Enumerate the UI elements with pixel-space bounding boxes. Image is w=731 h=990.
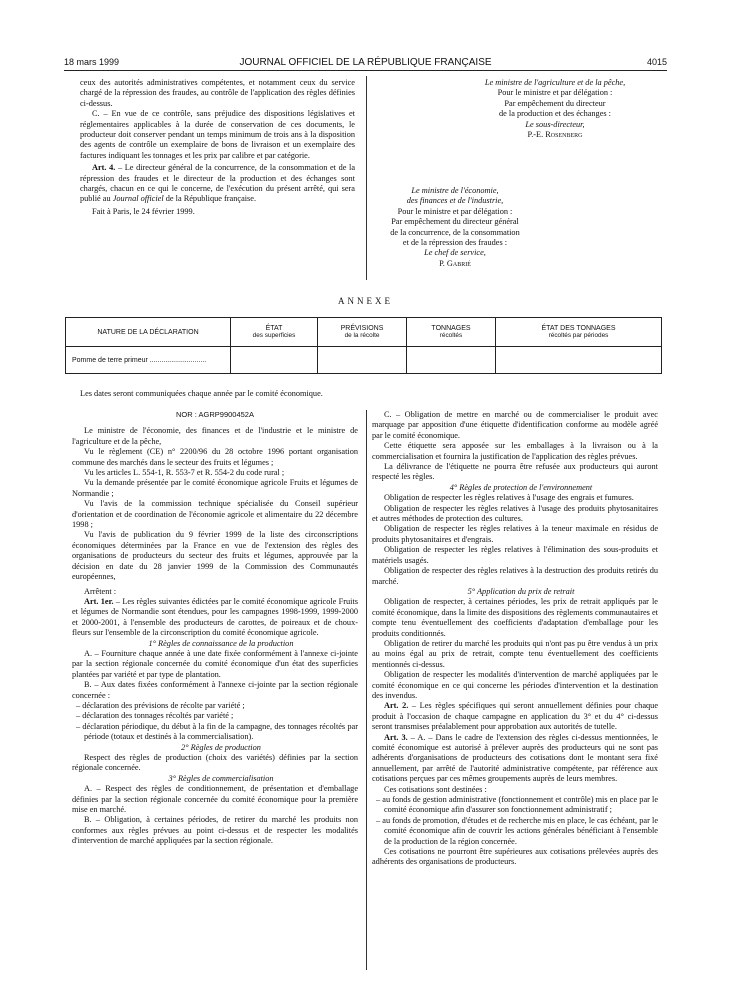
article-label: Art. 3. bbox=[384, 732, 408, 742]
signature-line: Par empêchement du directeur général bbox=[391, 217, 519, 227]
signature-line: et de la répression des fraudes : bbox=[402, 238, 508, 248]
signature-block-1 bbox=[420, 78, 690, 140]
paragraph: Obligation de respecter les règles relatives à l'usage des engrais et fumures. bbox=[384, 493, 634, 503]
signature-line: de la production et des échanges : bbox=[499, 109, 611, 119]
column-divider bbox=[366, 410, 367, 970]
paragraph: Obligation de respecter des règles relatives à la destruction des produits retirés du marché. bbox=[372, 566, 658, 586]
list-item: – déclaration des prévisions de récolte par variété ; bbox=[76, 700, 245, 710]
paragraph: Respect des règles de production (choix des variétés) définies par la section régionale concernée. bbox=[72, 753, 358, 773]
paragraph: ceux des autorités administratives compétentes, et notamment ceux du service chargé de la répression des fraudes, au contrôle de l'application des règles définies ci-dessus. bbox=[80, 78, 355, 108]
paragraph: Ces cotisations ne pourront être supérieures aux cotisations prélevées auprès des adhérents des organisations de producteurs. bbox=[372, 847, 658, 867]
paragraph: Obligation de respecter les règles relatives à l'élimination des sous-produits et matériels usagés. bbox=[372, 545, 658, 565]
declaration-list bbox=[72, 701, 358, 743]
article-label: Art. 1er. bbox=[84, 596, 114, 606]
section-heading: 5° Application du prix de retrait bbox=[467, 586, 575, 596]
list-item: – déclaration périodique, du début à la fin de la campagne, des tonnages récoltés par période (totaux et destinés à la commercialisation). bbox=[76, 721, 358, 742]
annexe-title: ANNEXE bbox=[338, 296, 393, 306]
table-cell: Pomme de terre primeur ............................. bbox=[66, 347, 231, 374]
signature-line: Par empêchement du directeur bbox=[504, 98, 606, 108]
signatory-title: Le ministre de l'économie, bbox=[411, 186, 499, 195]
table-cell bbox=[231, 347, 318, 374]
article-label: Art. 2. bbox=[384, 701, 409, 711]
section-heading: 4° Règles de protection de l'environnement bbox=[449, 482, 593, 492]
paragraph: Obligation de respecter, à certaines périodes, les prix de retrait appliqués par le comité économique, dans la limite des dispositions des règlements communautaires et compte tenu éventuellement des coefficients d'adaptation d'emballage pour les produits conditionnés. bbox=[372, 597, 658, 638]
article-2 bbox=[372, 701, 658, 732]
paragraph: B. – Aux dates fixées conformément à l'annexe ci-jointe par la section régionale concernée : bbox=[72, 680, 358, 700]
column-header: PRÉVISIONS de la récolte bbox=[318, 318, 407, 347]
journal-title: JOURNAL OFFICIEL DE LA RÉPUBLIQUE FRANÇAISE bbox=[239, 57, 492, 68]
paragraph: A. – Fourniture chaque année à une date fixée conformément à l'annexe ci-jointe par la section régionale concernée du comité économique d'un état des superficies plantées par variété et par type de plantation. bbox=[72, 648, 358, 679]
paragraph: C. – Obligation de mettre en marché ou de commercialiser le produit avec marquage par apposition d'une étiquette d'identification conforme au modèle agréé par le comité économique. bbox=[372, 410, 658, 440]
signatory-title: Le ministre de l'agriculture et de la pêche, bbox=[484, 78, 626, 87]
list-item: – au fonds de gestion administrative (fonctionnement et contrôle) mis en place par le comité économique afin d'assurer son fonctionnement administratif ; bbox=[376, 795, 658, 815]
signature-line: Le sous-directeur, bbox=[525, 119, 585, 129]
signature-line: Pour le ministre et par délégation : bbox=[497, 88, 613, 98]
article-label: Art. 4. bbox=[92, 163, 116, 173]
signatory-title: des finances et de l'industrie, bbox=[406, 196, 504, 206]
paragraph: B. – Obligation, à certaines périodes, de retirer du marché les produits non conformes aux règles prévues au point ci-dessus et de respecter les modalités d'intervention de marché appliquées par la section régionale. bbox=[72, 815, 358, 846]
article-3 bbox=[372, 733, 658, 785]
article-text: – A. – Dans le cadre de l'extension des règles ci-dessus mentionnées, le comité économique est autorisé à prélever auprès des producteurs qui ne sont pas adhérents d'organisations de producteurs des cotisations dont le montant sera fixé annuellement, par arrêté de l'autorité administrative compétente, par référence aux cotisations perçues par ces mêmes groupements auprès de leurs membres. bbox=[372, 732, 658, 784]
page-number: 4015 bbox=[646, 57, 667, 67]
section-heading: 2° Règles de production bbox=[181, 742, 261, 752]
bottom-right-column bbox=[372, 410, 658, 868]
signature-block-2 bbox=[370, 186, 540, 269]
page-header bbox=[64, 57, 667, 71]
article-text: – Les règles spécifiques qui seront annuellement définies pour chaque produit à l'occasion de chaque campagne en application du 3° et du 4° ci-dessus seront transmises préalablement pour approbation aux autorités de tutelle. bbox=[372, 701, 658, 732]
paragraph: Vu l'avis de la commission technique spécialisée du Conseil supérieur d'orientation et de coordination de l'économie agricole et alimentaire du 22 décembre 1998 ; bbox=[72, 499, 358, 530]
paragraph: Vu la demande présentée par le comité économique agricole Fruits et légumes de Normandie ; bbox=[72, 478, 358, 498]
article-text: – Les règles suivantes édictées par le comité économique agricole Fruits et légumes de Normandie sont étendues, pour les campagnes 1998-1999, 1999-2000 et 2000-2001, à l'ensemble des producteurs de carottes, de poireaux et de choux-fleurs sur l'ensemble de la circonscription du comité économique agricole. bbox=[72, 596, 358, 638]
signature-line: de la concurrence, de la consommation bbox=[390, 227, 520, 237]
cotisation-list bbox=[372, 795, 658, 847]
table-cell bbox=[318, 347, 407, 374]
signatory-name: P. Gabrié bbox=[439, 258, 471, 268]
section-heading: 1° Règles de connaissance de la production bbox=[148, 638, 294, 648]
bottom-left-column bbox=[72, 410, 358, 847]
signature-line: Pour le ministre et par délégation : bbox=[397, 206, 513, 216]
table-cell bbox=[496, 347, 662, 374]
paragraph: Obligation de respecter les modalités d'intervention de marché appliquées par le comité économique en ce qui concerne les périodes d'intervention et la destination des invendus. bbox=[372, 670, 658, 700]
annexe-note: Les dates seront communiquées chaque année par le comité économique. bbox=[80, 389, 323, 398]
table-header-row bbox=[66, 318, 662, 347]
journal-name: Journal officiel bbox=[112, 194, 164, 204]
table-row bbox=[66, 347, 662, 374]
top-left-column bbox=[80, 78, 355, 217]
paragraph: La délivrance de l'étiquette ne pourra être refusée aux producteurs qui auront respecté les règles. bbox=[372, 462, 658, 482]
signature-line: Le chef de service, bbox=[424, 248, 486, 258]
paragraph: C. – En vue de ce contrôle, sans préjudice des dispositions législatives et réglementaires applicables à la durée de conservation de ces documents, le producteur doit conserver pendant un temps minimum de trois ans à la disposition des agents de contrôle un exemplaire de bons de livraison et un exemplaire des factures indiquant les tonnages et les prix par calibre et par catégorie. bbox=[80, 109, 355, 160]
paragraph: Obligation de respecter les règles relatives à la teneur maximale en résidus de produits phytosanitaires et d'engrais. bbox=[372, 524, 658, 544]
column-header: NATURE DE LA DÉCLARATION bbox=[66, 318, 231, 347]
article-text: – Le directeur général de la concurrence, de la consommation et de la répression des fraudes et le directeur de la production et des échanges sont chargés, chacun en ce qui le concerne, de l'exécution du présent arrêté, qui sera publié au bbox=[80, 163, 355, 204]
fait-line: Fait à Paris, le 24 février 1999. bbox=[92, 206, 195, 216]
paragraph: Vu les articles L. 554-1, R. 553-7 et R. 554-2 du code rural ; bbox=[84, 468, 285, 478]
column-header: TONNAGES récoltés bbox=[407, 318, 496, 347]
paragraph: Vu le règlement (CE) n° 2200/96 du 28 octobre 1996 portant organisation commune des marchés dans le secteur des fruits et légumes ; bbox=[72, 447, 358, 467]
header-rule bbox=[64, 70, 667, 71]
column-header: ÉTAT DES TONNAGES récoltés par périodes bbox=[496, 318, 662, 347]
article-1 bbox=[72, 597, 358, 639]
paragraph: Ces cotisations sont destinées : bbox=[384, 784, 487, 794]
table-cell bbox=[407, 347, 496, 374]
column-divider bbox=[366, 76, 367, 280]
article-4 bbox=[80, 163, 355, 205]
paragraph: A. – Respect des règles de conditionnement, de présentation et d'emballage définies par la section régionale concernée du comité économique pour la première mise en marché. bbox=[72, 784, 358, 815]
signatory-name: P.-E. Rosenberg bbox=[527, 130, 583, 140]
nor-reference: NOR : AGRP9900452A bbox=[176, 410, 254, 419]
list-item: – déclaration des tonnages récoltés par variété ; bbox=[76, 711, 234, 721]
annexe-table bbox=[65, 317, 662, 374]
paragraph: Obligation de retirer du marché les produits qui n'ont pas pu être vendus à un prix au moins égal au prix de retrait, compte tenu éventuellement des coefficients mentionnés ci-dessus. bbox=[372, 638, 658, 669]
list-item: – au fonds de promotion, d'études et de recherche mis en place, le cas échéant, par le comité économique afin de couvrir les actions générales bénéficiant à l'ensemble de la production de la région concernée. bbox=[376, 815, 658, 846]
paragraph: Obligation de respecter les règles relatives à l'usage des produits phytosanitaires et autres méthodes de protection des cultures. bbox=[372, 503, 658, 524]
arretent: Arrêtent : bbox=[84, 586, 117, 596]
article-text-end: de la République française. bbox=[163, 194, 257, 204]
paragraph: Vu l'avis de publication du 9 février 1999 de la liste des circonscriptions économiques déterminées par la France en vue de l'extension des règles des organisations de producteurs du secteur des fruits et légumes, approuvée par la décision en date du 28 janvier 1999 de la Commission des Communautés européennes, bbox=[72, 530, 358, 582]
paragraph: Le ministre de l'économie, des finances et de l'industrie et le ministre de l'agriculture et de la pêche, bbox=[72, 426, 358, 446]
paragraph: Cette étiquette sera apposée sur les emballages à la livraison ou à la commercialisation et fournira la justification de l'application des règles prévues. bbox=[372, 441, 658, 461]
section-heading: 3° Règles de commercialisation bbox=[168, 773, 274, 783]
column-header: ÉTAT des superficies bbox=[231, 318, 318, 347]
header-date: 18 mars 1999 bbox=[64, 57, 120, 67]
